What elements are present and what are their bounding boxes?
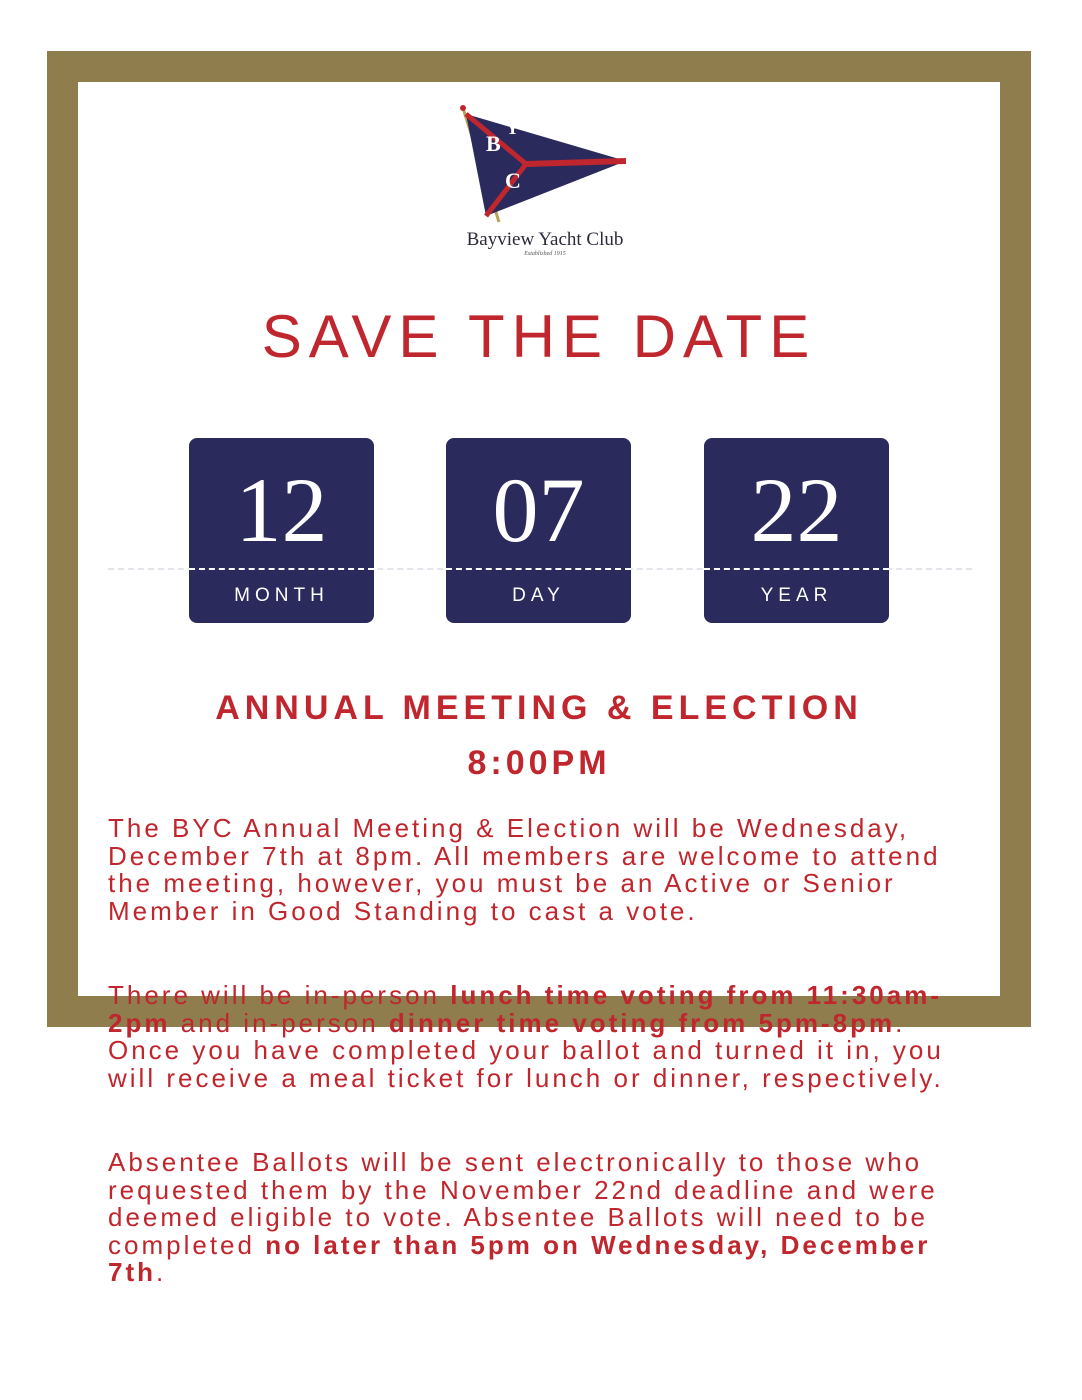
year-label: YEAR	[760, 585, 833, 606]
year-value: 22	[750, 459, 843, 561]
voting-text-2: and in-person	[170, 1007, 389, 1038]
absentee-deadline: no later than 5pm on Wednesday, December 7th	[108, 1229, 931, 1287]
year-tile-divider	[704, 568, 889, 570]
day-tile	[446, 438, 631, 623]
lunch-voting-hours: lunch time voting from 11:30am-2pm	[108, 980, 942, 1038]
flag-letter-y: Y	[506, 118, 519, 138]
month-tile	[189, 438, 374, 623]
flag-letter-c: C	[505, 168, 521, 193]
day-value: 07	[492, 459, 585, 561]
voting-text-3: . Once you have completed your ballot and turned it in, you will receive a meal ticket for lunch or dinner, respectively.	[108, 1007, 944, 1093]
save-the-date-heading: SAVE THE DATE	[261, 303, 817, 370]
event-time: 8:00PM	[467, 744, 611, 782]
club-established: Established 1915	[524, 251, 566, 257]
absentee-text-1: Absentee Ballots will be sent electronically to those who requested them by the November 22nd deadline and were deemed eligible to vote. Absentee Ballots will need to be completed	[108, 1147, 938, 1260]
absentee-ballots-paragraph	[108, 1149, 978, 1287]
month-value: 12	[235, 459, 328, 561]
club-burgee-logo	[458, 104, 638, 224]
year-tile	[704, 438, 889, 623]
absentee-text-2: .	[156, 1257, 167, 1287]
voting-text-1: There will be in-person	[108, 980, 451, 1010]
month-tile-divider	[189, 568, 374, 570]
club-name: Bayview Yacht Club	[466, 229, 624, 250]
voting-hours-paragraph	[108, 982, 978, 1092]
dinner-voting-hours: dinner time voting from 5pm-8pm	[388, 1007, 896, 1038]
flag-letter-b: B	[486, 131, 501, 156]
event-title: ANNUAL MEETING & ELECTION	[215, 689, 863, 727]
meeting-description-paragraph: The BYC Annual Meeting & Election will be Wednesday, December 7th at 8pm. All members are welcome to attend the meeting, however, you must be an Active or Senior Member in Good Standing to cast a vote.	[108, 813, 941, 926]
day-tile-divider	[446, 568, 631, 570]
month-label: MONTH	[234, 585, 329, 606]
day-label: DAY	[512, 585, 565, 606]
